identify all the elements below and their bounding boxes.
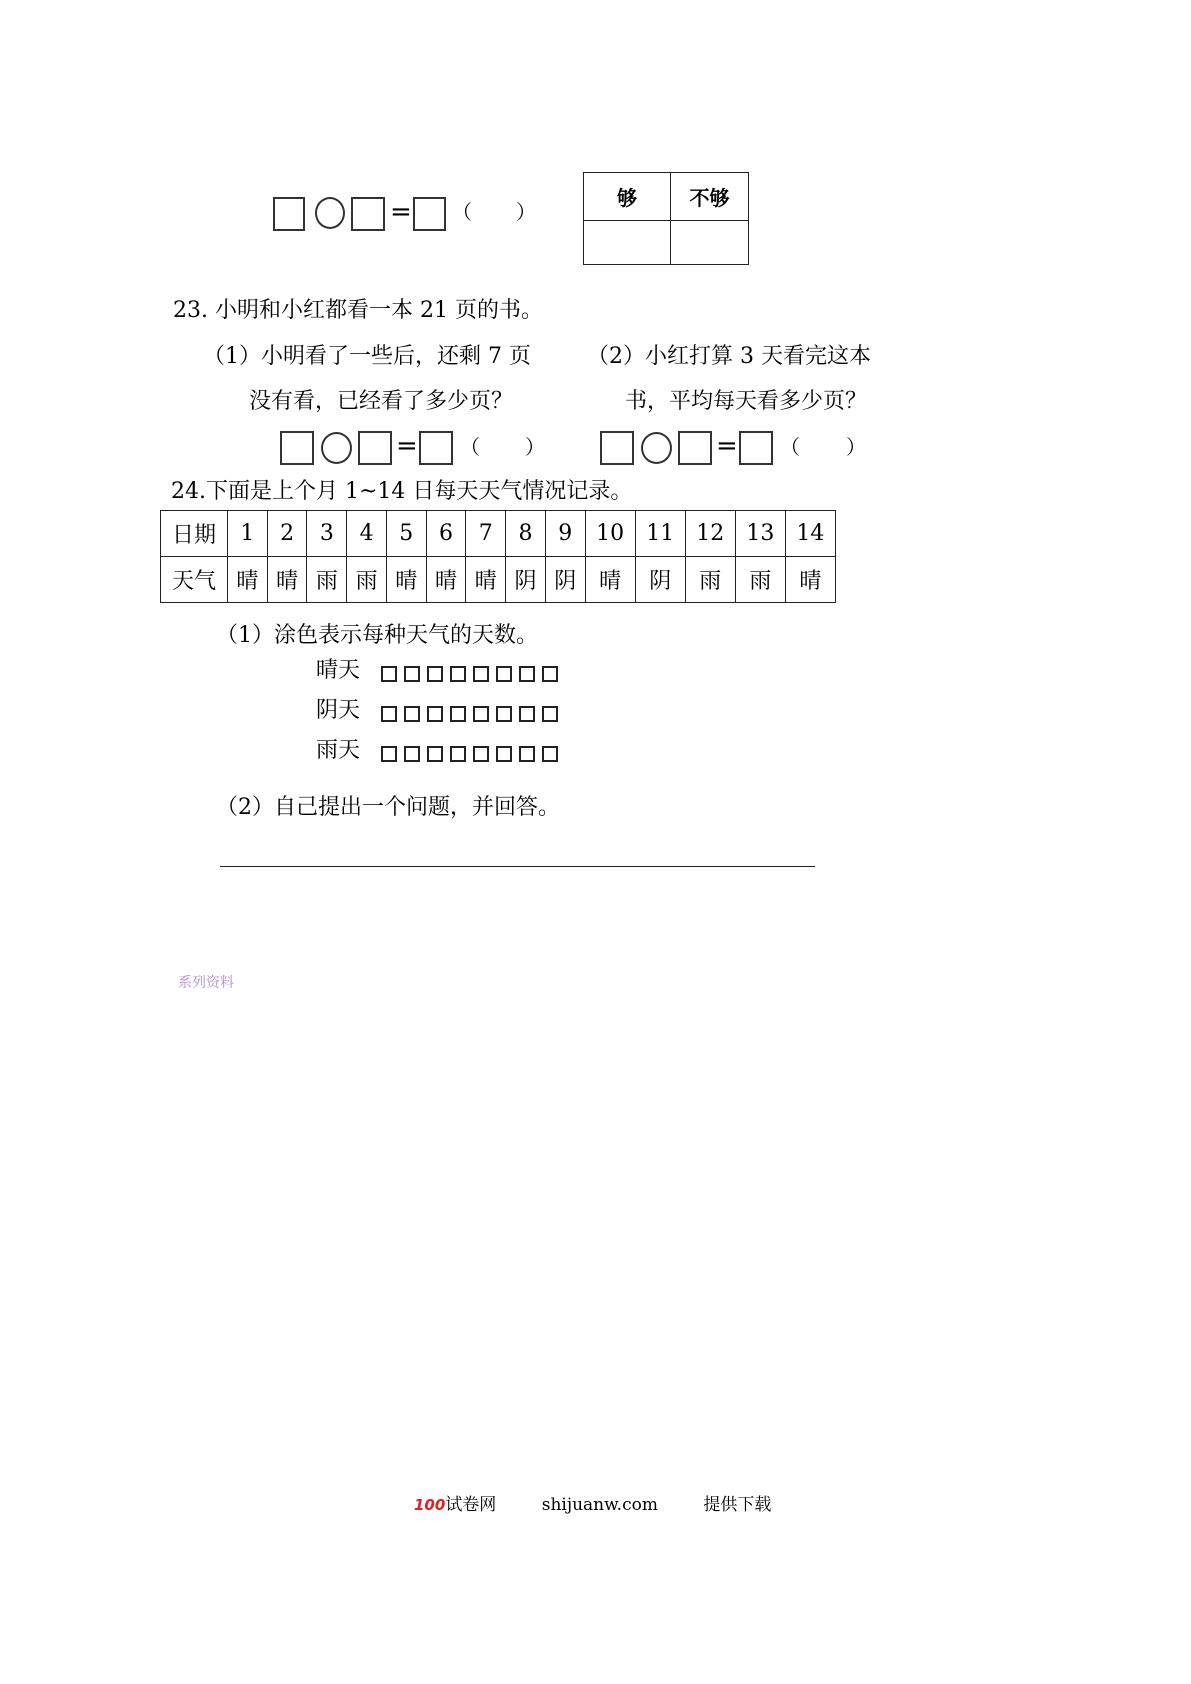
logo-text: 试卷网 (445, 1495, 497, 1515)
tally-box[interactable] (542, 666, 558, 682)
weather-cell: 阴 (506, 557, 546, 603)
logo-number: 100 (414, 1496, 446, 1514)
weather-cell: 晴 (386, 557, 426, 603)
tally-box[interactable] (473, 706, 489, 722)
footer-provide: 提供下载 (703, 1495, 772, 1515)
q23-title: 23. 小明和小红都看一本 21 页的书。 (173, 298, 543, 323)
q23-part2-line2: 书，平均每天看多少页？ (625, 389, 868, 414)
weather-cell: 晴 (426, 557, 466, 603)
tally-box[interactable] (450, 746, 466, 762)
enough-table (583, 172, 749, 265)
weather-cell: 雨 (307, 557, 347, 603)
tally-boxes (381, 743, 565, 762)
date-cell: 11 (635, 511, 685, 557)
tally-box[interactable] (542, 706, 558, 722)
tally-box[interactable] (427, 706, 443, 722)
answer-box[interactable] (351, 197, 385, 231)
footer-site[interactable]: shijuanw.com (541, 1495, 658, 1515)
date-cell: 7 (466, 511, 506, 557)
weather-cell: 晴 (466, 557, 506, 603)
weather-cell: 晴 (267, 557, 307, 603)
answer-box[interactable] (678, 431, 712, 465)
row-label-weather: 天气 (161, 557, 228, 603)
tally-box[interactable] (404, 746, 420, 762)
answer-box[interactable] (739, 431, 773, 465)
weather-row (161, 557, 836, 603)
weather-cell: 阴 (635, 557, 685, 603)
paren-close: ） (516, 200, 536, 224)
tally-box[interactable] (496, 666, 512, 682)
tally-box[interactable] (450, 666, 466, 682)
date-cell: 12 (685, 511, 735, 557)
paren-open: （ (460, 435, 480, 459)
watermark-text: 系列资料 (178, 975, 234, 991)
q24-title: 24.下面是上个月 1~14 日每天天气情况记录。 (171, 479, 633, 504)
tally-label: 阴天 (316, 698, 361, 723)
date-cell: 6 (426, 511, 466, 557)
weather-cell: 阴 (545, 557, 585, 603)
date-cell: 10 (585, 511, 635, 557)
footer-logo (414, 1495, 502, 1515)
tally-box[interactable] (496, 746, 512, 762)
tally-box[interactable] (381, 706, 397, 722)
paren-close: ） (525, 435, 545, 459)
paren-close: ） (846, 435, 866, 459)
row-label-date: 日期 (161, 511, 228, 557)
weather-cell: 晴 (585, 557, 635, 603)
tally-label: 晴天 (316, 658, 361, 683)
equals-sign: = (396, 431, 418, 461)
tally-box[interactable] (427, 746, 443, 762)
not-enough-header: 不够 (671, 173, 749, 221)
date-row (161, 511, 836, 557)
tally-box[interactable] (519, 746, 535, 762)
answer-box[interactable] (280, 431, 314, 465)
date-cell: 2 (267, 511, 307, 557)
q24-part1: （1）涂色表示每种天气的天数。 (216, 623, 538, 648)
tally-box[interactable] (427, 666, 443, 682)
date-cell: 4 (347, 511, 387, 557)
q23-part2-line1: （2）小红打算 3 天看完这本 (587, 344, 871, 369)
weather-table (160, 510, 836, 603)
equals-sign: = (390, 197, 412, 227)
tally-boxes (381, 663, 565, 682)
tally-box[interactable] (450, 706, 466, 722)
paren-open: （ (780, 435, 800, 459)
weather-cell: 晴 (228, 557, 268, 603)
answer-box[interactable] (413, 197, 446, 231)
tally-box[interactable] (473, 746, 489, 762)
tally-row-cloudy (316, 700, 565, 722)
answer-box[interactable] (600, 431, 634, 465)
tally-boxes (381, 703, 565, 722)
date-cell: 3 (307, 511, 347, 557)
answer-box[interactable] (358, 431, 392, 465)
tally-label: 雨天 (316, 738, 361, 763)
date-cell: 8 (506, 511, 546, 557)
answer-line[interactable] (220, 866, 815, 867)
paren-open: （ (452, 200, 472, 224)
equals-sign: = (716, 431, 738, 461)
tally-box[interactable] (404, 666, 420, 682)
tally-box[interactable] (519, 706, 535, 722)
date-cell: 1 (228, 511, 268, 557)
tally-box[interactable] (473, 666, 489, 682)
tally-box[interactable] (496, 706, 512, 722)
weather-cell: 雨 (685, 557, 735, 603)
tally-box[interactable] (381, 746, 397, 762)
weather-cell: 雨 (735, 557, 785, 603)
answer-box[interactable] (419, 431, 453, 465)
date-cell: 5 (386, 511, 426, 557)
operator-circle[interactable] (315, 197, 345, 229)
date-cell: 13 (735, 511, 785, 557)
enough-header: 够 (584, 173, 671, 221)
not-enough-cell[interactable] (671, 221, 749, 265)
tally-box[interactable] (381, 666, 397, 682)
date-cell: 9 (545, 511, 585, 557)
operator-circle[interactable] (321, 432, 352, 464)
q23-part1-line2: 没有看，已经看了多少页？ (249, 389, 514, 414)
tally-box[interactable] (542, 746, 558, 762)
footer (414, 1490, 771, 1515)
date-cell: 14 (785, 511, 835, 557)
weather-cell: 晴 (785, 557, 835, 603)
tally-row-sunny (316, 660, 565, 682)
q23-part1-line1: （1）小明看了一些后，还剩 7 页 (203, 344, 531, 369)
weather-cell: 雨 (347, 557, 387, 603)
tally-row-rainy (316, 740, 565, 762)
tally-box[interactable] (404, 706, 420, 722)
operator-circle[interactable] (641, 432, 672, 464)
answer-box[interactable] (273, 197, 305, 231)
q24-part2: （2）自己提出一个问题，并回答。 (216, 795, 560, 820)
enough-cell[interactable] (584, 221, 671, 265)
tally-box[interactable] (519, 666, 535, 682)
